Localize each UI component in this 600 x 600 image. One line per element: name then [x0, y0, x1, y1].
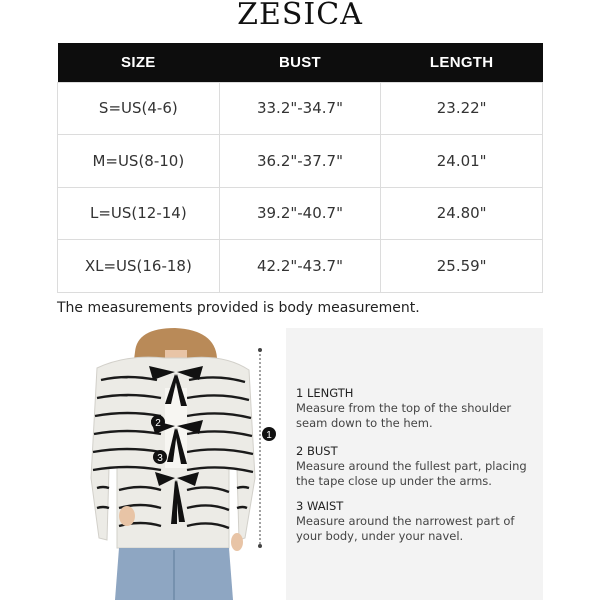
- cell-length: 24.01": [381, 135, 543, 188]
- guide-length-desc-line1: Measure from the top of the shoulder: [296, 401, 512, 415]
- marker-3-label: 3: [157, 453, 163, 464]
- guide-length-title: 1 LENGTH: [296, 386, 354, 400]
- cell-length: 23.22": [381, 82, 543, 135]
- guide-bust-title: 2 BUST: [296, 444, 338, 458]
- guide-bust-desc-line1: Measure around the fullest part, placing: [296, 459, 527, 473]
- table-row: [58, 82, 543, 135]
- guide-waist-desc-line2: your body, under your navel.: [296, 528, 464, 543]
- cell-bust: 33.2"-34.7": [219, 82, 381, 135]
- guide-length: [296, 386, 536, 430]
- guide-length-desc-line2: seam down to the hem.: [296, 415, 433, 430]
- measurement-guide-panel: [286, 328, 543, 600]
- table-row: [58, 187, 543, 240]
- size-chart-table: [57, 43, 543, 293]
- cell-bust: 36.2"-37.7": [219, 135, 381, 188]
- header-length: LENGTH: [381, 43, 543, 82]
- cell-bust: 39.2"-40.7": [219, 187, 381, 240]
- table-row: [58, 135, 543, 188]
- guide-waist-desc-line1: Measure around the narrowest part of: [296, 514, 515, 528]
- cell-size: L=US(12-14): [58, 187, 220, 240]
- model-photo: [57, 328, 285, 600]
- guide-waist: [296, 499, 536, 543]
- guide-waist-title: 3 WAIST: [296, 499, 344, 513]
- brand-logo: ZESICA: [237, 0, 363, 32]
- guide-bust: [296, 444, 536, 488]
- table-header-row: [58, 43, 543, 82]
- cell-length: 25.59": [381, 240, 543, 293]
- cell-size: XL=US(16-18): [58, 240, 220, 293]
- marker-1-label: 1: [266, 430, 272, 441]
- cell-size: M=US(8-10): [58, 135, 220, 188]
- guide-bust-desc-line2: the tape close up under the arms.: [296, 473, 492, 488]
- header-size: SIZE: [58, 43, 220, 82]
- cell-length: 24.80": [381, 187, 543, 240]
- marker-2-label: 2: [155, 418, 161, 429]
- cell-size: S=US(4-6): [58, 82, 220, 135]
- measurement-note: The measurements provided is body measurement.: [57, 300, 420, 316]
- header-bust: BUST: [219, 43, 381, 82]
- cell-bust: 42.2"-43.7": [219, 240, 381, 293]
- table-row: [58, 240, 543, 293]
